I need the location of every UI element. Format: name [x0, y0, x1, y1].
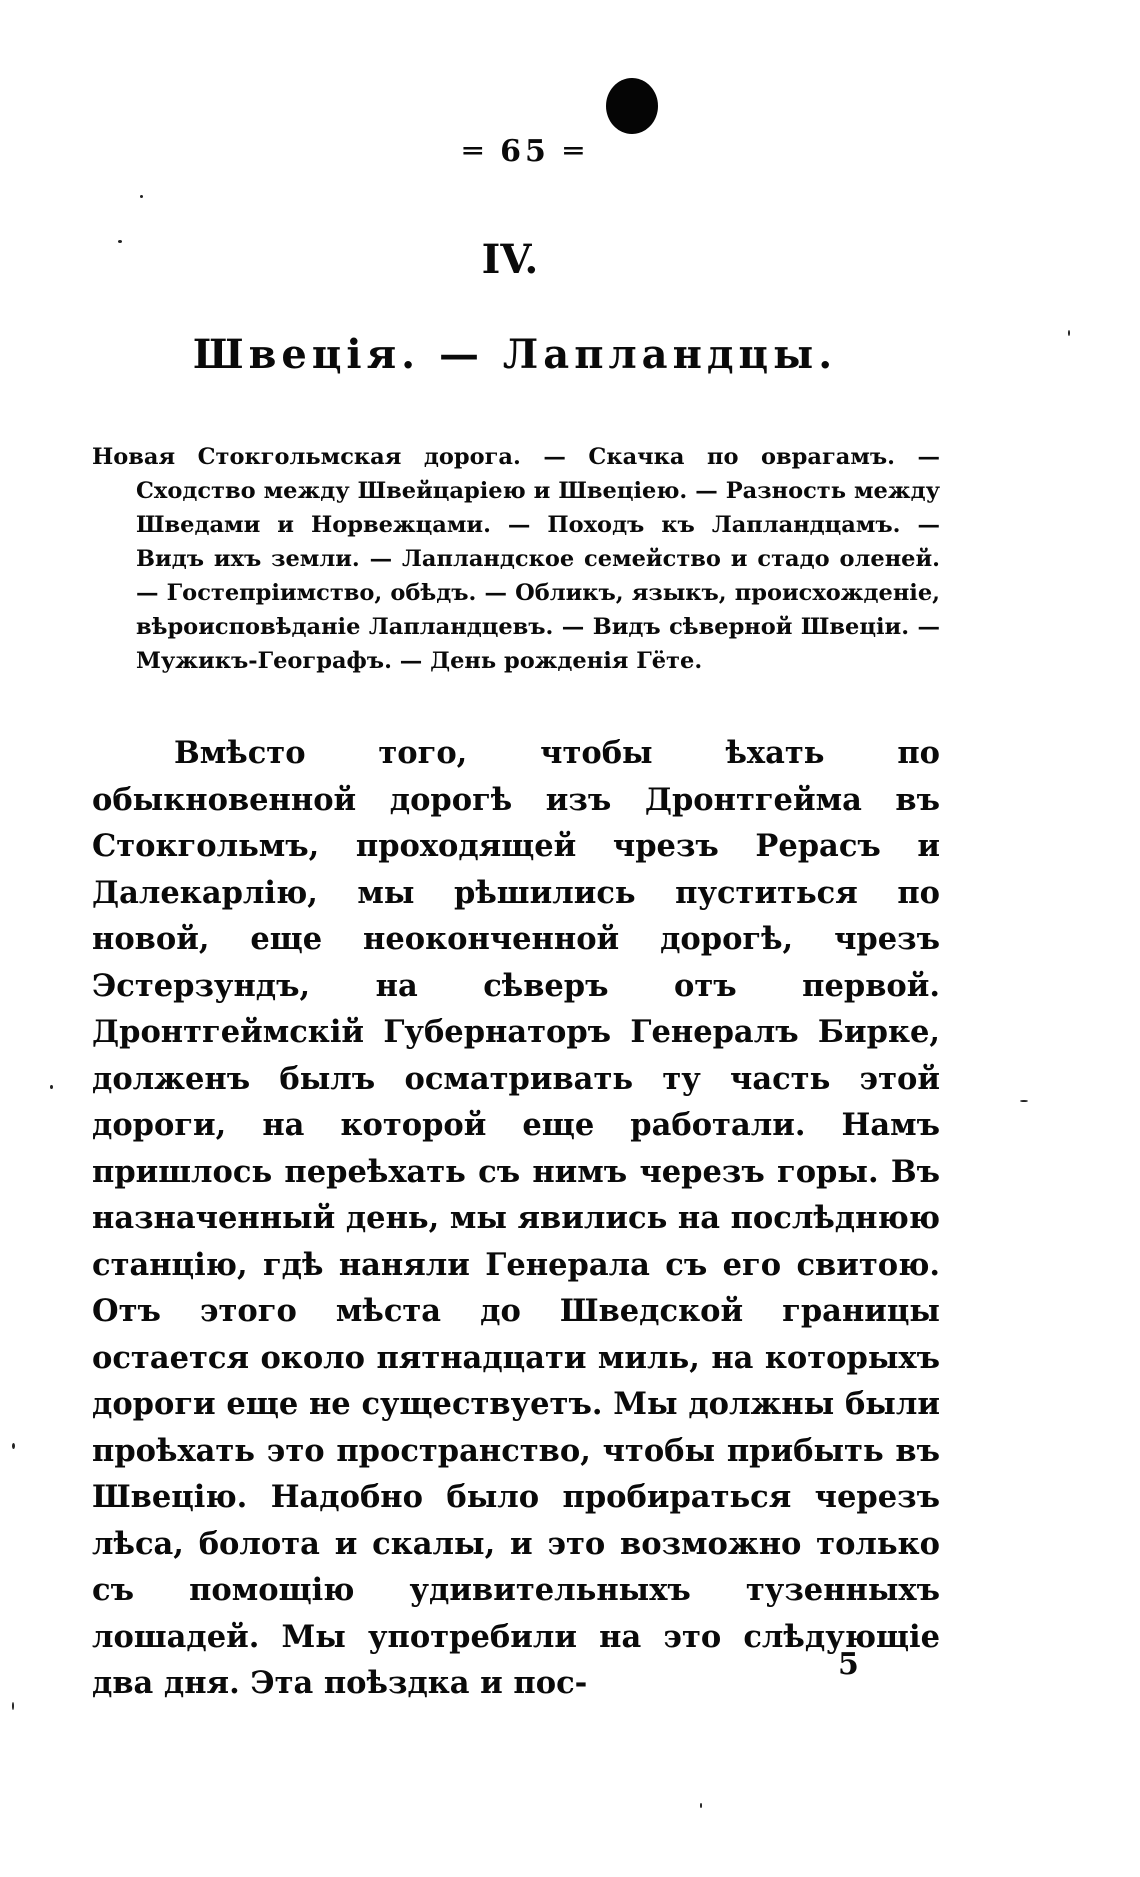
scan-speck: [1068, 330, 1070, 336]
scan-speck: [700, 1803, 702, 1808]
chapter-number: IV.: [481, 236, 539, 283]
chapter-summary: [92, 440, 940, 678]
scan-speck: [118, 240, 122, 243]
chapter-summary-text: Новая Стокгольмская дорога. — Скачка по оврагамъ. — Сходство между Швейцарiею и Швецiею. — Разность между Шведами и Норвежцами. — Походъ къ Лапландцамъ. — Видъ ихъ земли. — Лапландское семейство и стадо оленей. — Гостепрiимство, обѣдъ. — Обликъ, языкъ, происхожденiе, вѣроисповѣданiе Лапландцевъ. — Видъ сѣверной Швецiи. — Мужикъ-Географъ. — День рожденiя Гёте.: [92, 444, 940, 674]
chapter-title: Швецiя. — Лапландцы.: [192, 331, 838, 378]
scan-speck: [12, 1702, 14, 1710]
body-paragraph: Вмѣсто того, чтобы ѣхать по обыкновенной дорогѣ изъ Дронтгейма въ Стокгольмъ, проходящей чрезъ Рерасъ и Далекарлiю, мы рѣшились пуститься по новой, еще неоконченной дорогѣ, чрезъ Эстерзундъ, на сѣверъ отъ первой. Дронтгеймскiй Губернаторъ Генералъ Бирке, долженъ былъ осматривать ту часть этой дороги, на которой еще работали. Намъ пришлось переѣхать съ нимъ черезъ горы. Въ назначенный день, мы явились на послѣднюю станцiю, гдѣ наняли Генерала съ его свитою. Отъ этого мѣста до Шведской границы остается около пятнадцати миль, на которыхъ дороги еще не существуетъ. Мы должны были проѣхать это пространство, чтобы прибыть въ Швецiю. Надобно было пробираться черезъ лѣса, болота и скалы, и это возможно только съ помощiю удивительныхъ тузенныхъ лошадей. Мы употребили на это слѣдующiе два дня. Эта поѣздка и пос-: [92, 735, 940, 1701]
scan-speck: [12, 1443, 15, 1449]
scan-speck: [140, 195, 143, 198]
signature-mark: 5: [838, 1647, 859, 1682]
page-number: ═ 65 ═: [463, 134, 587, 169]
ink-blot: [606, 78, 658, 134]
scan-speck: [1020, 1100, 1028, 1102]
scan-speck: [50, 1085, 53, 1089]
